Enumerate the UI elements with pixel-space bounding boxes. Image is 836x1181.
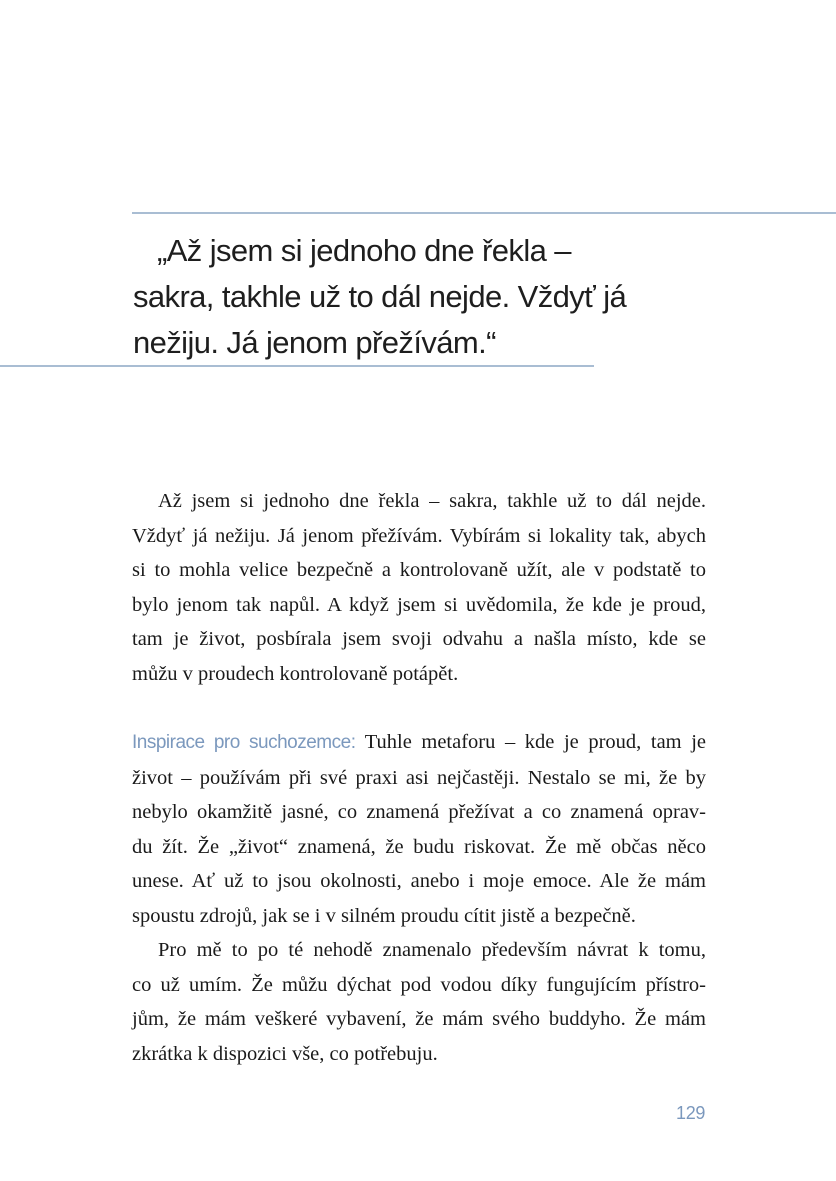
text-line: Pro mě to po té nehodě znamenalo především návrat k tomu, bbox=[158, 939, 706, 961]
text-line: spoustu zdrojů, jak se i v silném proudu cítit jistě a bezpečně. bbox=[132, 904, 636, 927]
text-run: Tuhle metaforu – kde je proud, tam je bbox=[355, 731, 706, 753]
text-line: můžu v proudech kontrolovaně potápět. bbox=[132, 662, 459, 685]
text-line: bylo jenom tak napůl. A když jsem si uvědomila, že kde je proud, bbox=[132, 593, 706, 616]
text-line: tam je život, posbírala jsem svoji odvahu a našla místo, kde se bbox=[132, 628, 706, 650]
text-line: Až jsem si jednoho dne řekla – sakra, takhle už to dál nejde. bbox=[158, 490, 706, 512]
pull-quote-line: sakra, takhle už to dál nejde. Vždyť já bbox=[133, 279, 627, 314]
text-line: unese. Ať už to jsou okolnosti, anebo i moje emoce. Ale že mám bbox=[132, 870, 706, 892]
paragraph-1 bbox=[132, 484, 706, 691]
text-line: si to mohla velice bezpečně a kontrolovaně užít, ale v podstatě to bbox=[132, 559, 706, 581]
paragraph-3 bbox=[132, 933, 706, 1071]
text-line: co už umím. Že můžu dýchat pod vodou díky fungujícím přístro- bbox=[132, 973, 706, 996]
paragraph-2 bbox=[132, 725, 706, 933]
lead-in-label: Inspirace pro suchozemce: bbox=[132, 732, 356, 753]
pull-quote-top-rule bbox=[132, 212, 836, 214]
pull-quote-bottom-rule bbox=[0, 365, 594, 367]
text-line: jům, že mám veškeré vybavení, že mám svého buddyho. Že mám bbox=[132, 1008, 706, 1030]
body-text bbox=[132, 484, 706, 1071]
pull-quote bbox=[133, 228, 627, 366]
text-line: Vždyť já nežiju. Já jenom přežívám. Vybírám si lokality tak, abych bbox=[132, 524, 706, 547]
text-line: život – používám při své praxi asi nejčastěji. Nestalo se mi, že by bbox=[132, 766, 706, 789]
pull-quote-line: „Až jsem si jednoho dne řekla – bbox=[157, 233, 571, 268]
pull-quote-line: nežiju. Já jenom přežívám.“ bbox=[133, 325, 496, 360]
page-number: 129 bbox=[676, 1103, 706, 1123]
text-line: nebylo okamžitě jasné, co znamená přežívat a co znamená oprav- bbox=[132, 801, 706, 823]
paragraph-spacer bbox=[132, 691, 706, 725]
text-line: du žít. Že „život“ znamená, že budu riskovat. Že mě občas něco bbox=[132, 835, 706, 858]
text-line bbox=[132, 725, 706, 761]
text-line: zkrátka k dispozici vše, co potřebuju. bbox=[132, 1042, 438, 1065]
